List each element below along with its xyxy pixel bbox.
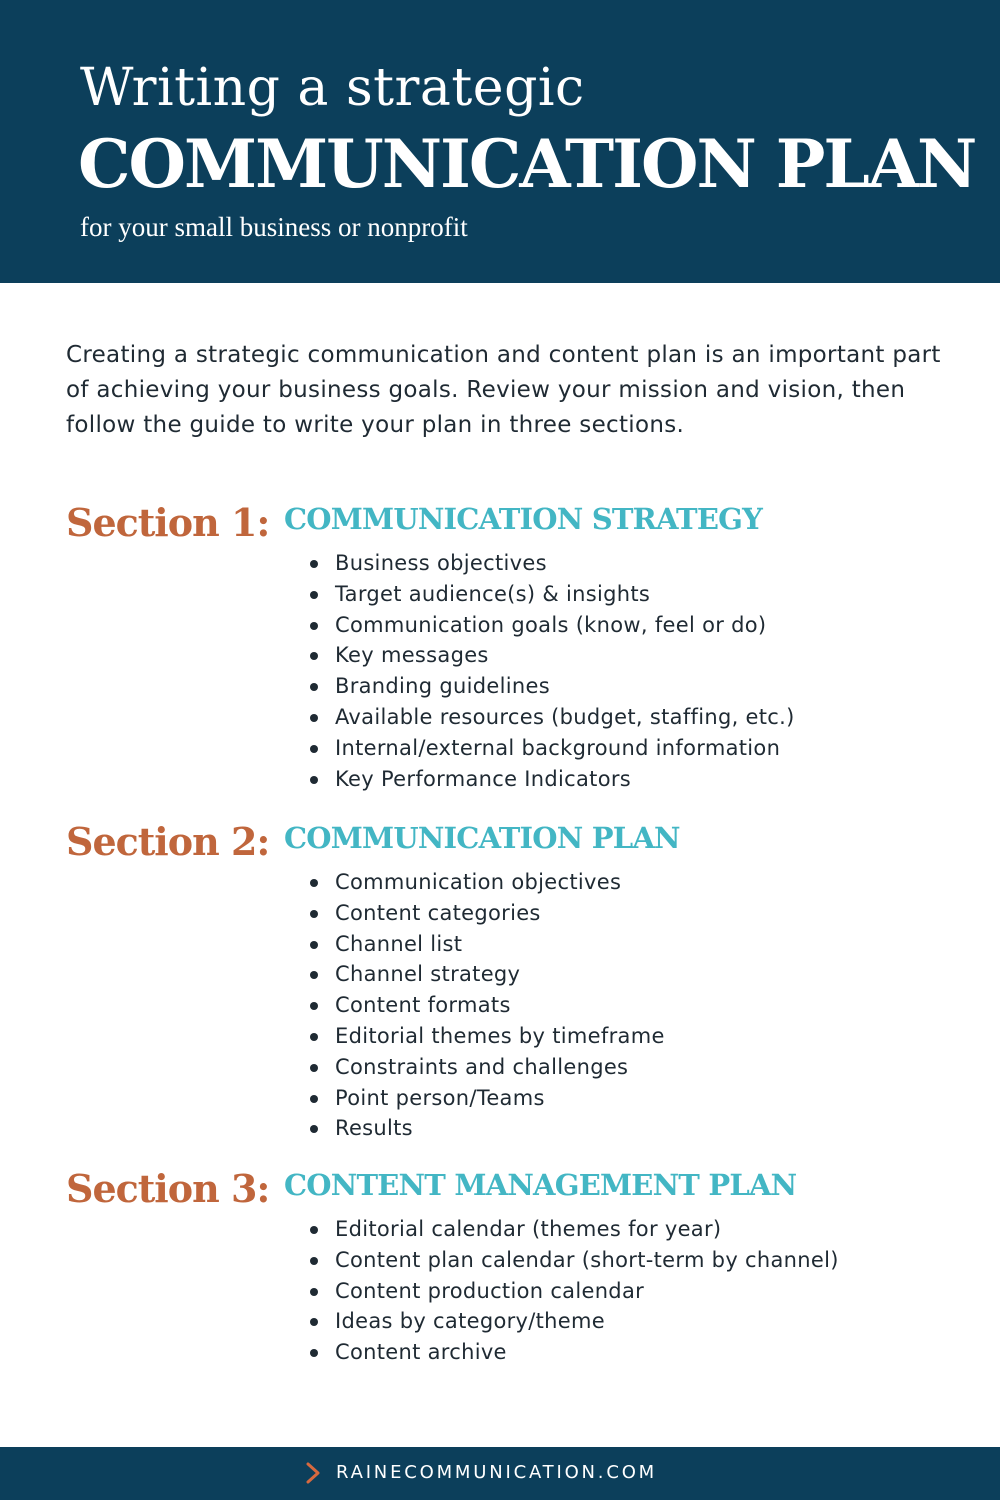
- list-item: [310, 548, 795, 579]
- header-banner: [0, 0, 1000, 283]
- title-line-1: Writing a strategic: [80, 58, 585, 118]
- list-item-text: Results: [335, 1116, 413, 1141]
- bullet-icon: [310, 1257, 318, 1265]
- list-item: [310, 702, 795, 733]
- list-item-text: Key messages: [335, 643, 489, 668]
- bullet-icon: [310, 745, 318, 753]
- section-list: [310, 548, 795, 794]
- section-label: Section 1:: [66, 500, 270, 545]
- list-item: [310, 1113, 665, 1144]
- list-item: [310, 898, 665, 929]
- subtitle: for your small business or nonprofit: [80, 212, 468, 242]
- list-item-text: Editorial calendar (themes for year): [335, 1217, 722, 1241]
- list-item-text: Content formats: [335, 993, 511, 1018]
- bullet-icon: [310, 776, 318, 784]
- list-item-text: Key Performance Indicators: [335, 766, 632, 791]
- list-item: [310, 579, 795, 610]
- list-item: [310, 1245, 839, 1276]
- list-item: [310, 1337, 839, 1368]
- section-title: COMMUNICATION PLAN: [284, 821, 680, 855]
- section-list: [310, 867, 665, 1144]
- list-item-text: Content plan calendar (short-term by channel): [335, 1247, 839, 1272]
- page-title: COMMUNICATION PLAN: [78, 125, 976, 203]
- list-item: [310, 1021, 665, 1052]
- bullet-icon: [310, 591, 318, 599]
- section-label: Section 2:: [66, 819, 270, 864]
- bullet-icon: [310, 622, 318, 630]
- section-title: CONTENT MANAGEMENT PLAN: [284, 1168, 797, 1202]
- list-item: [310, 929, 665, 960]
- bullet-icon: [310, 652, 318, 660]
- list-item-text: Available resources (budget, staffing, etc.): [335, 704, 795, 729]
- bullet-icon: [310, 1349, 318, 1357]
- footer-bar: [0, 1447, 1000, 1500]
- website-link[interactable]: RAINECOMMUNICATION.COM: [336, 1462, 657, 1483]
- section-list: [310, 1214, 839, 1368]
- list-item: [310, 610, 795, 641]
- list-item-text: Constraints and challenges: [335, 1054, 629, 1079]
- bullet-icon: [310, 1226, 318, 1234]
- list-item-text: Target audience(s) & insights: [335, 581, 651, 606]
- bullet-icon: [310, 910, 318, 918]
- list-item: [310, 1052, 665, 1083]
- list-item-text: Channel strategy: [335, 962, 521, 987]
- list-item: [310, 1083, 665, 1114]
- bullet-icon: [310, 1125, 318, 1133]
- list-item: [310, 640, 795, 671]
- bullet-icon: [310, 1318, 318, 1326]
- list-item: [310, 959, 665, 990]
- bullet-icon: [310, 1288, 318, 1296]
- chevron-right-icon: [300, 1460, 326, 1486]
- section-title: COMMUNICATION STRATEGY: [284, 502, 763, 536]
- list-item: [310, 671, 795, 702]
- list-item: [310, 990, 665, 1021]
- bullet-icon: [310, 879, 318, 887]
- list-item-text: Point person/Teams: [335, 1085, 545, 1110]
- list-item-text: Business objectives: [335, 551, 547, 575]
- section-label: Section 3:: [66, 1166, 270, 1211]
- list-item-text: Content archive: [335, 1340, 507, 1365]
- bullet-icon: [310, 941, 318, 949]
- list-item-text: Content production calendar: [335, 1278, 645, 1303]
- list-item: [310, 764, 795, 795]
- bullet-icon: [310, 714, 318, 722]
- list-item: [310, 867, 665, 898]
- bullet-icon: [310, 1095, 318, 1103]
- list-item: [310, 1276, 839, 1307]
- bullet-icon: [310, 971, 318, 979]
- bullet-icon: [310, 560, 318, 568]
- bullet-icon: [310, 1064, 318, 1072]
- list-item-text: Channel list: [335, 931, 463, 956]
- list-item: [310, 1306, 839, 1337]
- list-item: [310, 1214, 839, 1245]
- list-item-text: Branding guidelines: [335, 674, 550, 699]
- list-item-text: Internal/external background information: [335, 735, 781, 760]
- list-item-text: Communication goals (know, feel or do): [335, 612, 767, 637]
- list-item-text: Content categories: [335, 900, 541, 925]
- list-item-text: Ideas by category/theme: [335, 1309, 605, 1334]
- bullet-icon: [310, 683, 318, 691]
- intro-paragraph: Creating a strategic communication and content plan is an important part of achieving your business goals. Review your mission and vision, then follow the guide to write your plan in three sections.: [66, 342, 941, 438]
- bullet-icon: [310, 1002, 318, 1010]
- bullet-icon: [310, 1033, 318, 1041]
- list-item-text: Editorial themes by timeframe: [335, 1023, 665, 1048]
- list-item-text: Communication objectives: [335, 870, 622, 894]
- list-item: [310, 733, 795, 764]
